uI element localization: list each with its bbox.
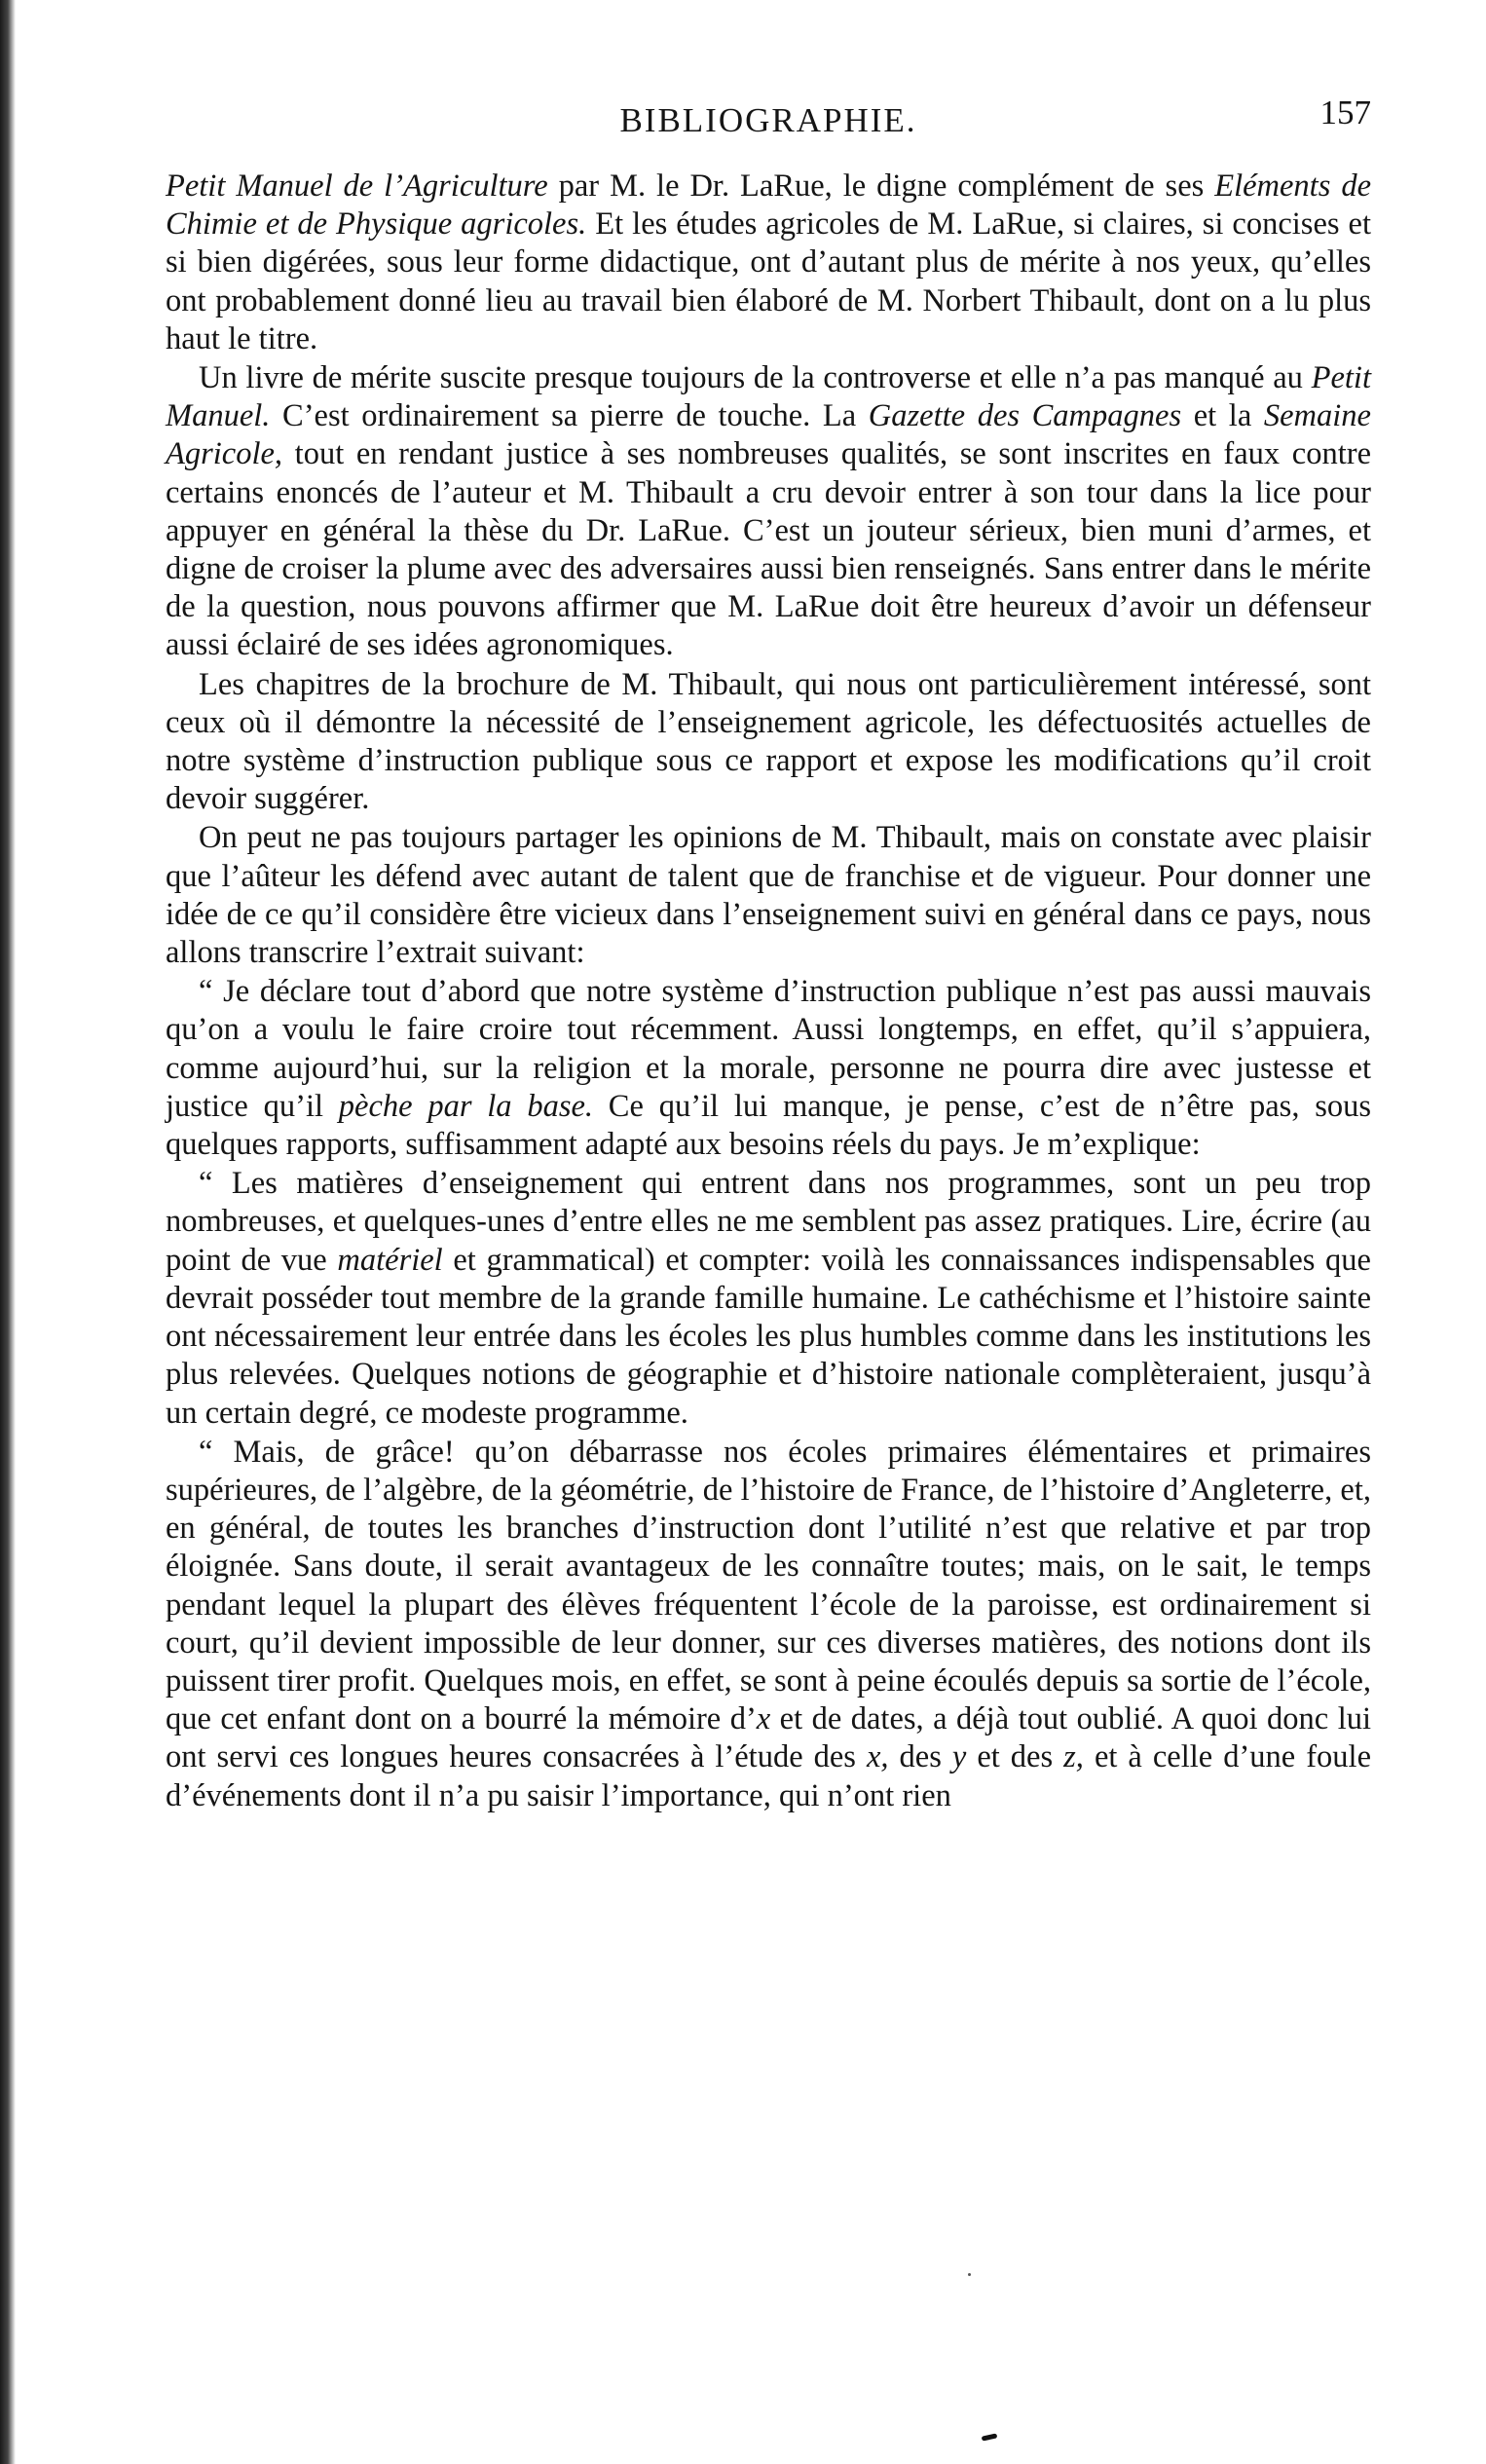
paragraph-4	[166, 819, 1371, 972]
italic-text-segment: Gazette des Campagnes	[868, 398, 1182, 434]
paragraph-2	[166, 359, 1371, 665]
body-text	[166, 168, 1371, 1815]
running-head-title: BIBLIOGRAPHIE.	[619, 101, 917, 139]
text-segment: et de dates, a déjà tout oublié. A quoi donc lui ont servi ces longues heures consacrées à l’étude des	[166, 1701, 1372, 1775]
text-segment: des	[888, 1739, 952, 1775]
page-binding-edge	[0, 0, 16, 2464]
text-segment: et des	[966, 1739, 1064, 1775]
italic-text-segment: matériel	[337, 1242, 443, 1278]
ink-mark	[982, 2433, 998, 2441]
text-segment: On peut ne pas toujours partager les opinions de M. Thibault, mais on constate avec plaisir que l’aûteur les défend avec autant de talent que de franchise et de vigueur. Pour donner une idée de ce qu’il considère être vicieux dans l’enseignement suivi en général dans ce pays, nous allons transcrire l’extrait suivant:	[166, 820, 1371, 971]
text-segment: et la	[1181, 398, 1264, 434]
text-segment: “ Je déclare tout d’abord que notre système d’instruction publique n’est pas aussi mauvais qu’on a voulu le faire croire tout récemment. Aussi longtemps, en effet, qu’il s’appuiera, comme aujourd’hui, sur la religion et la morale, personne ne pourra dire avec justesse et justice qu’il	[166, 974, 1371, 1124]
text-segment: et à celle d’une foule d’événements dont il n’a pu saisir l’importance, qui n’ont rien	[166, 1739, 1371, 1813]
text-segment: Et les études agricoles de M. LaRue, si claires, si concises et si bien digérées, sous leur forme didactique, ont d’autant plus de mérite à nos yeux, qu’elles ont probablement donné lieu au travail bien élaboré de M. Norbert Thibault, dont on a lu plus haut le titre.	[166, 206, 1371, 356]
italic-text-segment: Petit Manuel.	[166, 360, 1371, 434]
text-segment: “ Mais, de grâce! qu’on débarrasse nos écoles primaires élémentaires et primaires supérieures, de l’algèbre, de la géométrie, de l’histoire de France, de l’histoire d’Angleterre, et, en général, de toutes les branches d’instruction dont l’utilité n’est que relative et par trop éloignée. Sans doute, il serait avantageux de les connaître toutes; mais, on le sait, le temps pendant lequel la plupart des élèves fréquentent l’école de la paroisse, est ordinairement si court, qu’il devient impossible de leur donner, sur ces diverses matières, des notions dont ils puissent tirer profit. Quelques mois, en effet, se sont à peine écoulés depuis sa sortie de l’école, que cet enfant dont on a bourré la mémoire d’	[166, 1434, 1371, 1737]
italic-text-segment: Petit Manuel de l’Agriculture	[166, 168, 548, 204]
paragraph-5-quote	[166, 973, 1371, 1164]
text-segment: Les chapitres de la brochure de M. Thibault, qui nous ont particulièrement intéressé, sont ceux où il démontre la nécessité de l’enseignement agricole, les défectuosités actuelles de notre système d’instruction publique sous ce rapport et expose les modifications qu’il croit devoir suggérer.	[166, 666, 1371, 817]
text-segment: “ Les matières d’enseignement qui entrent dans nos programmes, sont un peu trop nombreuses, et quelques-unes d’entre elles ne me semblent pas assez pratiques. Lire, écrire (au point de vue	[166, 1166, 1371, 1278]
paragraph-3	[166, 666, 1371, 819]
italic-text-segment: Eléments de Chimie et de Physique agricoles.	[166, 168, 1371, 243]
text-segment: Un livre de mérite suscite presque toujours de la controverse et elle n’a pas manqué au	[199, 360, 1312, 396]
text-segment: tout en rendant justice à ses nombreuses qualités, se sont inscrites en faux contre certains enoncés de l’auteur et M. Thibault a cru devoir entrer à son tour dans la lice pour appuyer en général la thèse du Dr. LaRue. C’est un jouteur sérieux, bien muni d’armes, et digne de croiser la plume avec des adversaires aussi bien renseignés. Sans entrer dans le mérite de la question, nous pouvons affirmer que M. LaRue doit être heureux d’avoir un défenseur aussi éclairé de ses idées agronomiques.	[166, 436, 1371, 663]
text-segment: et grammatical) et compter: voilà les connaissances indispensables que devrait posséder tout membre de la grande famille humaine. Le cathéchisme et l’histoire sainte ont nécessairement leur entrée dans les écoles les plus humbles comme dans les institutions les plus relevées. Quelques notions de géographie et d’histoire nationale complèteraient, jusqu’à un certain degré, ce modeste programme.	[166, 1242, 1371, 1431]
text-segment: Ce qu’il lui manque, je pense, c’est de n’être pas, sous quelques rapports, suffisamment adapté aux besoins réels du pays. Je m’explique:	[166, 1088, 1372, 1163]
paragraph-1	[166, 168, 1371, 358]
italic-text-segment: pèche par la base.	[338, 1088, 594, 1124]
italic-text-segment: x,	[866, 1739, 889, 1775]
italic-text-segment: Semaine Agricole,	[166, 398, 1371, 472]
italic-text-segment: z,	[1063, 1739, 1084, 1775]
italic-text-segment: y	[951, 1739, 967, 1775]
page-number: 157	[1319, 93, 1371, 131]
italic-text-segment: x	[756, 1701, 771, 1737]
text-segment: C’est ordinairement sa pierre de touche. La	[270, 398, 869, 434]
text-segment: par M. le Dr. LaRue, le digne complément de ses	[547, 168, 1215, 204]
running-head	[166, 93, 1371, 148]
ink-speck	[968, 2273, 971, 2276]
paragraph-6-quote	[166, 1165, 1371, 1432]
paragraph-7-quote	[166, 1434, 1371, 1815]
